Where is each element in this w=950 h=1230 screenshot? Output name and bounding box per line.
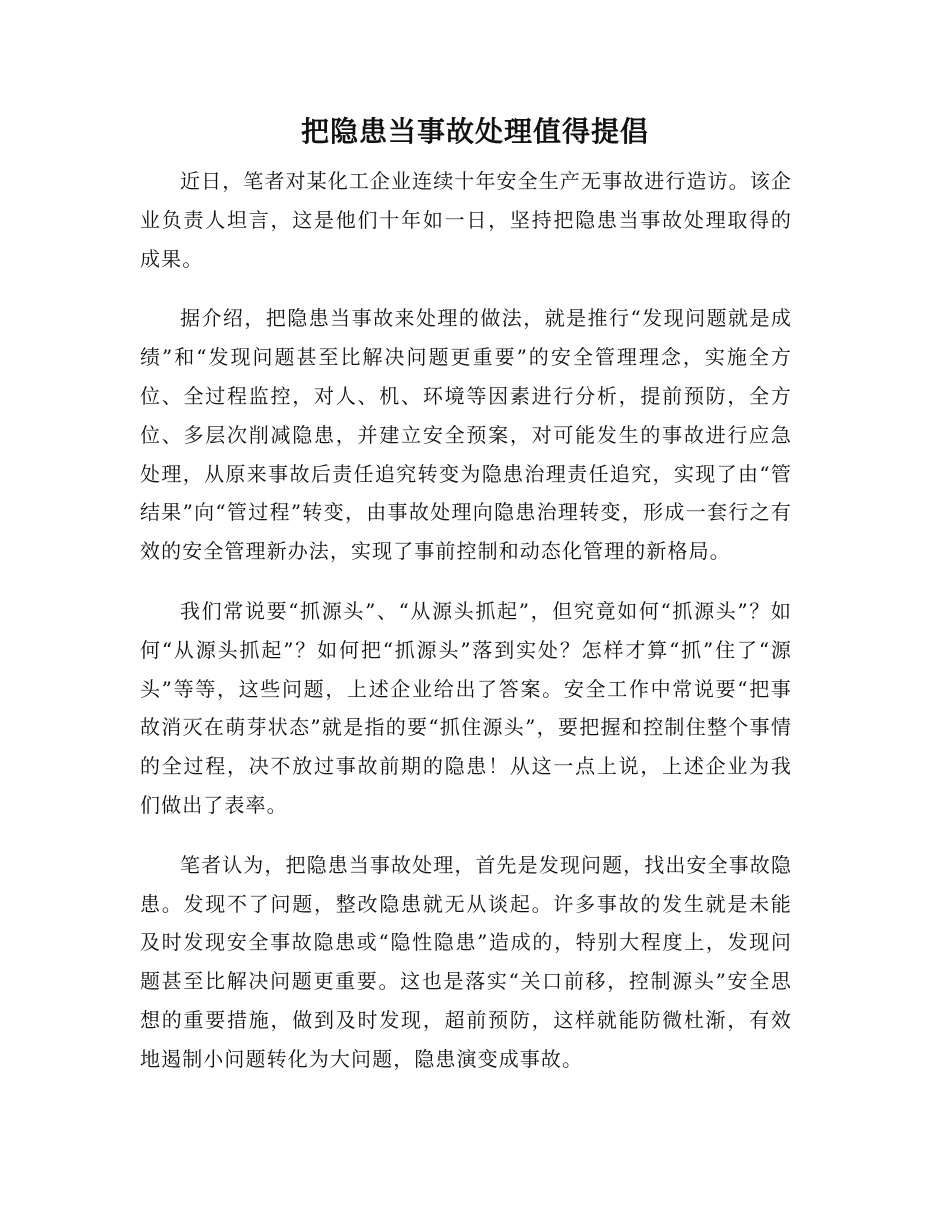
paragraph-1: 近日，笔者对某化工企业连续十年安全生产无事故进行造访。该企业负责人坦言，这是他们十年如一日，坚持把隐患当事故处理取得的成果。	[140, 169, 792, 271]
paragraph-3: 我们常说要“抓源头”、“从源头抓起”，但究竟如何“抓源头”？如何“从源头抓起”？如何把“抓源头”落到实处？怎样才算“抓”住了“源头”等等，这些问题，上述企业给出了答案。安全工作中常说要“把事故消灭在萌芽状态”就是指的要“抓住源头”，要把握和控制住整个事情的全过程，决不放过事故前期的隐患！从这一点上说，上述企业为我们做出了表率。	[140, 598, 792, 817]
paragraph-4: 笔者认为，把隐患当事故处理，首先是发现问题，找出安全事故隐患。发现不了问题，整改隐患就无从谈起。许多事故的发生就是未能及时发现安全事故隐患或“隐性隐患”造成的，特别大程度上，发现问题甚至比解决问题更重要。这也是落实“关口前移，控制源头”安全思想的重要措施，做到及时发现，超前预防，这样就能防微杜渐，有效地遏制小问题转化为大问题，隐患演变成事故。	[140, 852, 792, 1071]
paragraph-2: 据介绍，把隐患当事故来处理的做法，就是推行“发现问题就是成绩”和“发现问题甚至比解决问题更重要”的安全管理理念，实施全方位、全过程监控，对人、机、环境等因素进行分析，提前预防，全方位、多层次削减隐患，并建立安全预案，对可能发生的事故进行应急处理，从原来事故后责任追究转变为隐患治理责任追究，实现了由“管结果”向“管过程”转变，由事故处理向隐患治理转变，形成一套行之有效的安全管理新办法，实现了事前控制和动态化管理的新格局。	[140, 306, 792, 564]
document-body	[140, 162, 792, 1100]
document-title: 把隐患当事故处理值得提倡	[300, 115, 649, 148]
